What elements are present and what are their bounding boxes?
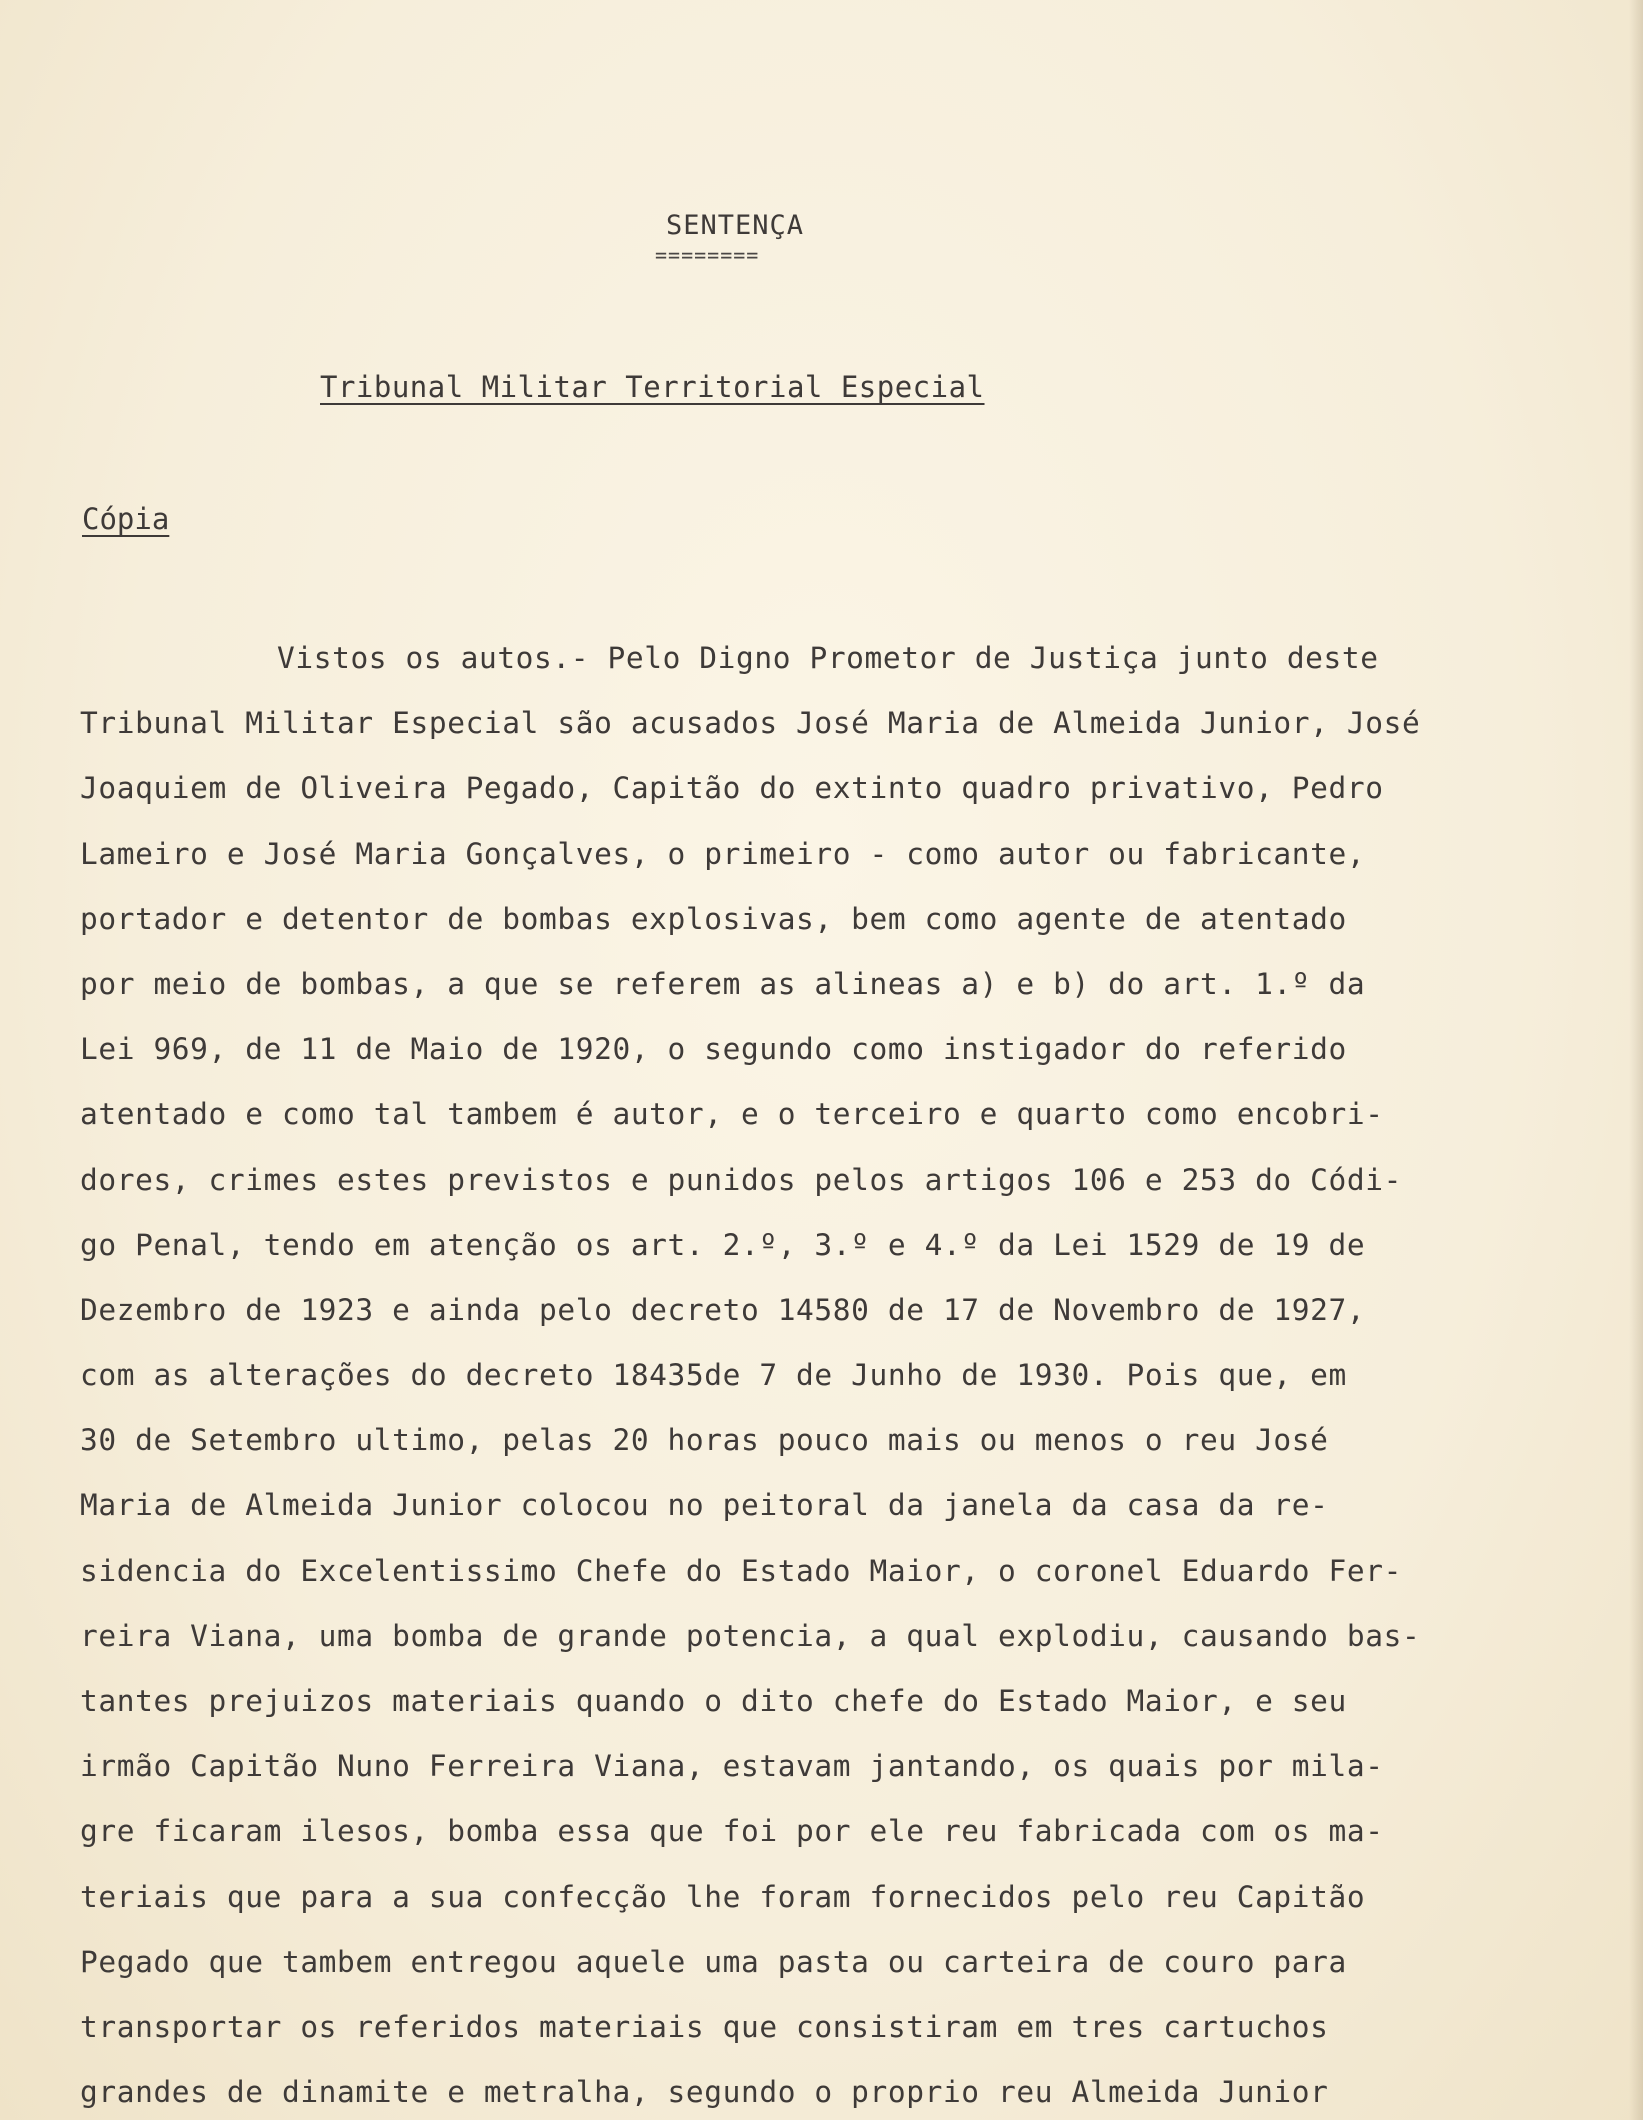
copia-label: Cópia [82,502,170,536]
text-line: tantes prejuizos materiais quando o dito chefe do Estado Maior, e seu [80,1684,1347,1718]
text-line: sidencia do Excelentissimo Chefe do Estado Maior, o coronel Eduardo Fer- [80,1553,1402,1588]
text-line: dores, crimes estes previstos e punidos pelos artigos 106 e 253 do Códi- [80,1162,1402,1197]
text-line: Joaquiem de Oliveira Pegado, Capitão do extinto quadro privativo, Pedro [80,771,1384,806]
text-line: Lei 969, de 11 de Maio de 1920, o segundo como instigador do referido [80,1032,1347,1067]
text-line: 30 de Setembro ultimo, pelas 20 horas pouco mais ou menos o reu José [80,1423,1329,1458]
title-double-rule: ======== [655,248,760,262]
text-line: irmão Capitão Nuno Ferreira Viana, estavam jantando, os quais por mila- [80,1749,1384,1784]
text-line: Dezembro de 1923 e ainda pelo decreto 14580 de 17 de Novembro de 1927, [80,1292,1366,1327]
text-line: grandes de dinamite e metralha, segundo o proprio reu Almeida Junior [80,2075,1329,2110]
document-title: SENTENÇA [665,210,805,241]
text-line: Tribunal Militar Especial são acusados José Maria de Almeida Junior, José [80,706,1421,741]
text-line: atentado e como tal tambem é autor, e o terceiro e quarto como encobri- [80,1097,1384,1132]
text-line: com as alterações do decreto 18435de 7 de Junho de 1930. Pois que, em [80,1358,1347,1393]
text-line: go Penal, tendo em atenção os art. 2.º, 3.º e 4.º da Lei 1529 de 19 de [80,1227,1366,1262]
page-edge-shadow [1629,0,1643,2120]
text-line: por meio de bombas, a que se referem as alineas a) e b) do art. 1.º da [80,966,1366,1001]
text-line: gre ficaram ilesos, bomba essa que foi por ele reu fabricada com os ma- [80,1814,1384,1849]
sentence-body [80,626,1560,2120]
text-line: teriais que para a sua confecção lhe foram fornecidos pelo reu Capitão [80,1879,1366,1914]
text-line: Lameiro e José Maria Gonçalves, o primeiro - como autor ou fabricante, [80,836,1366,871]
text-line: Pegado que tambem entregou aquele uma pasta ou carteira de couro para [80,1944,1347,1979]
text-line: Vistos os autos.- Pelo Digno Prometor de Justiça junto deste [277,641,1379,675]
text-line: Maria de Almeida Junior colocou no peitoral da janela da casa da re- [80,1488,1329,1523]
text-line: reira Viana, uma bomba de grande potencia, a qual explodiu, causando bas- [80,1618,1421,1653]
text-line: portador e detentor de bombas explosivas, bem como agente de atentado [80,901,1347,936]
tribunal-heading: Tribunal Militar Territorial Especial [320,370,985,404]
text-line: transportar os referidos materiais que consistiram em tres cartuchos [80,2009,1329,2044]
